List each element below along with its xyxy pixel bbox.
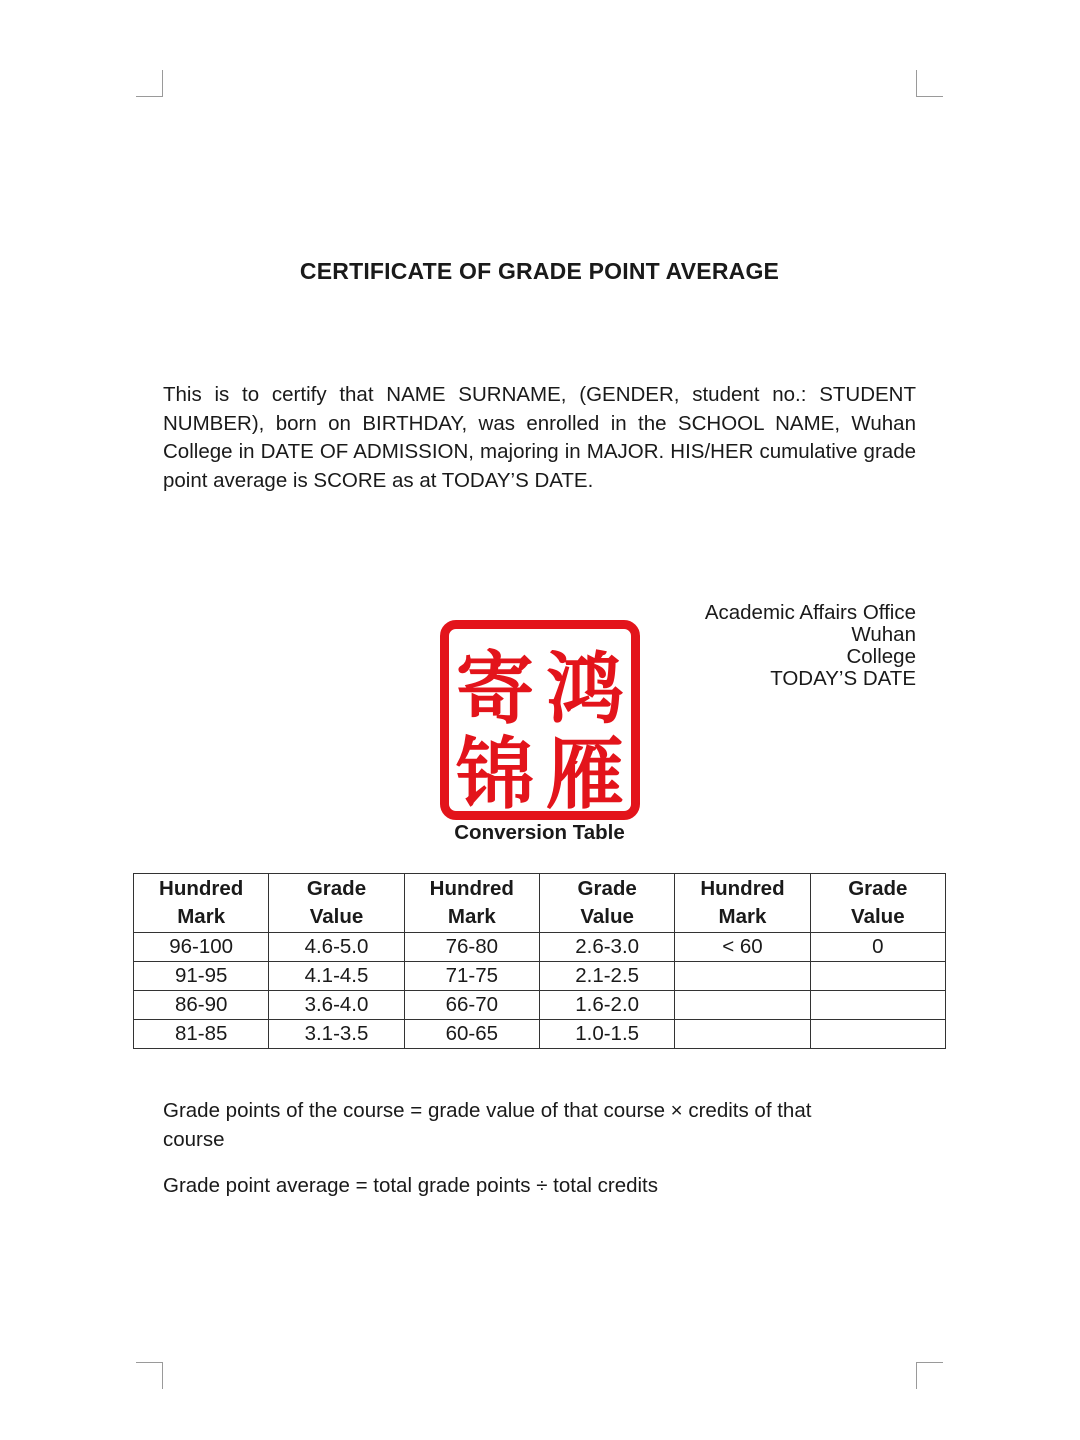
signature-city: Wuhan [851, 623, 916, 646]
header-cell: Hundred Mark [134, 874, 269, 933]
table-cell: 60-65 [404, 1020, 539, 1049]
certificate-body: This is to certify that NAME SURNAME, (GENDER, student no.: STUDENT NUMBER), born on BIRTHDAY, was enrolled in the SCHOOL NAME, Wuhan College in DATE OF ADMISSION, majoring in MAJOR. HIS/HER cumulative grade point average is SCORE as at TODAY’S DATE. [163, 383, 916, 492]
header-cell: Grade Value [810, 874, 945, 933]
seal-char-1: 鸿 [545, 644, 625, 735]
header-cell: Hundred Mark [675, 874, 810, 933]
table-cell: < 60 [675, 933, 810, 962]
document-title: CERTIFICATE OF GRADE POINT AVERAGE [299, 258, 780, 284]
table-cell: 96-100 [134, 933, 269, 962]
red-seal-stamp [440, 620, 640, 820]
table-cell: 91-95 [134, 962, 269, 991]
table-cell: 86-90 [134, 991, 269, 1020]
table-cell [675, 1020, 810, 1049]
formula-grade-points: Grade points of the course = grade value of that course × credits of that course [163, 1099, 812, 1151]
table-cell: 3.1-3.5 [269, 1020, 404, 1049]
seal-characters [449, 629, 631, 811]
table-row [134, 1020, 946, 1049]
crop-mark-top-left [136, 70, 163, 97]
table-cell: 4.1-4.5 [269, 962, 404, 991]
seal-char-2: 雁 [545, 729, 625, 811]
table-cell: 1.0-1.5 [539, 1020, 674, 1049]
crop-mark-top-right [916, 70, 943, 97]
table-row [134, 991, 946, 1020]
table-cell: 76-80 [404, 933, 539, 962]
table-cell: 1.6-2.0 [539, 991, 674, 1020]
table-cell [810, 1020, 945, 1049]
signature-block [705, 602, 916, 690]
table-cell: 2.6-3.0 [539, 933, 674, 962]
table-caption: Conversion Table [454, 821, 625, 844]
table-cell: 2.1-2.5 [539, 962, 674, 991]
crop-mark-bottom-right [916, 1362, 943, 1389]
table-header-row [134, 874, 946, 933]
table-cell [675, 962, 810, 991]
table-row [134, 933, 946, 962]
signature-date: TODAY’S DATE [770, 667, 916, 690]
header-cell: Grade Value [539, 874, 674, 933]
crop-mark-bottom-left [136, 1362, 163, 1389]
signature-college: College [846, 645, 916, 668]
table-cell [675, 991, 810, 1020]
table-cell: 3.6-4.0 [269, 991, 404, 1020]
table-cell: 0 [810, 933, 945, 962]
table-cell [810, 962, 945, 991]
seal-char-4: 锦 [455, 729, 535, 811]
conversion-table [133, 873, 946, 1049]
table-cell [810, 991, 945, 1020]
table-cell: 4.6-5.0 [269, 933, 404, 962]
table-row [134, 962, 946, 991]
header-cell: Hundred Mark [404, 874, 539, 933]
signature-office: Academic Affairs Office [704, 601, 916, 624]
formula-gpa: Grade point average = total grade points ÷ total credits [163, 1174, 659, 1197]
header-cell: Grade Value [269, 874, 404, 933]
table-cell: 66-70 [404, 991, 539, 1020]
table-cell: 81-85 [134, 1020, 269, 1049]
table-cell: 71-75 [404, 962, 539, 991]
seal-char-3: 寄 [455, 644, 535, 735]
